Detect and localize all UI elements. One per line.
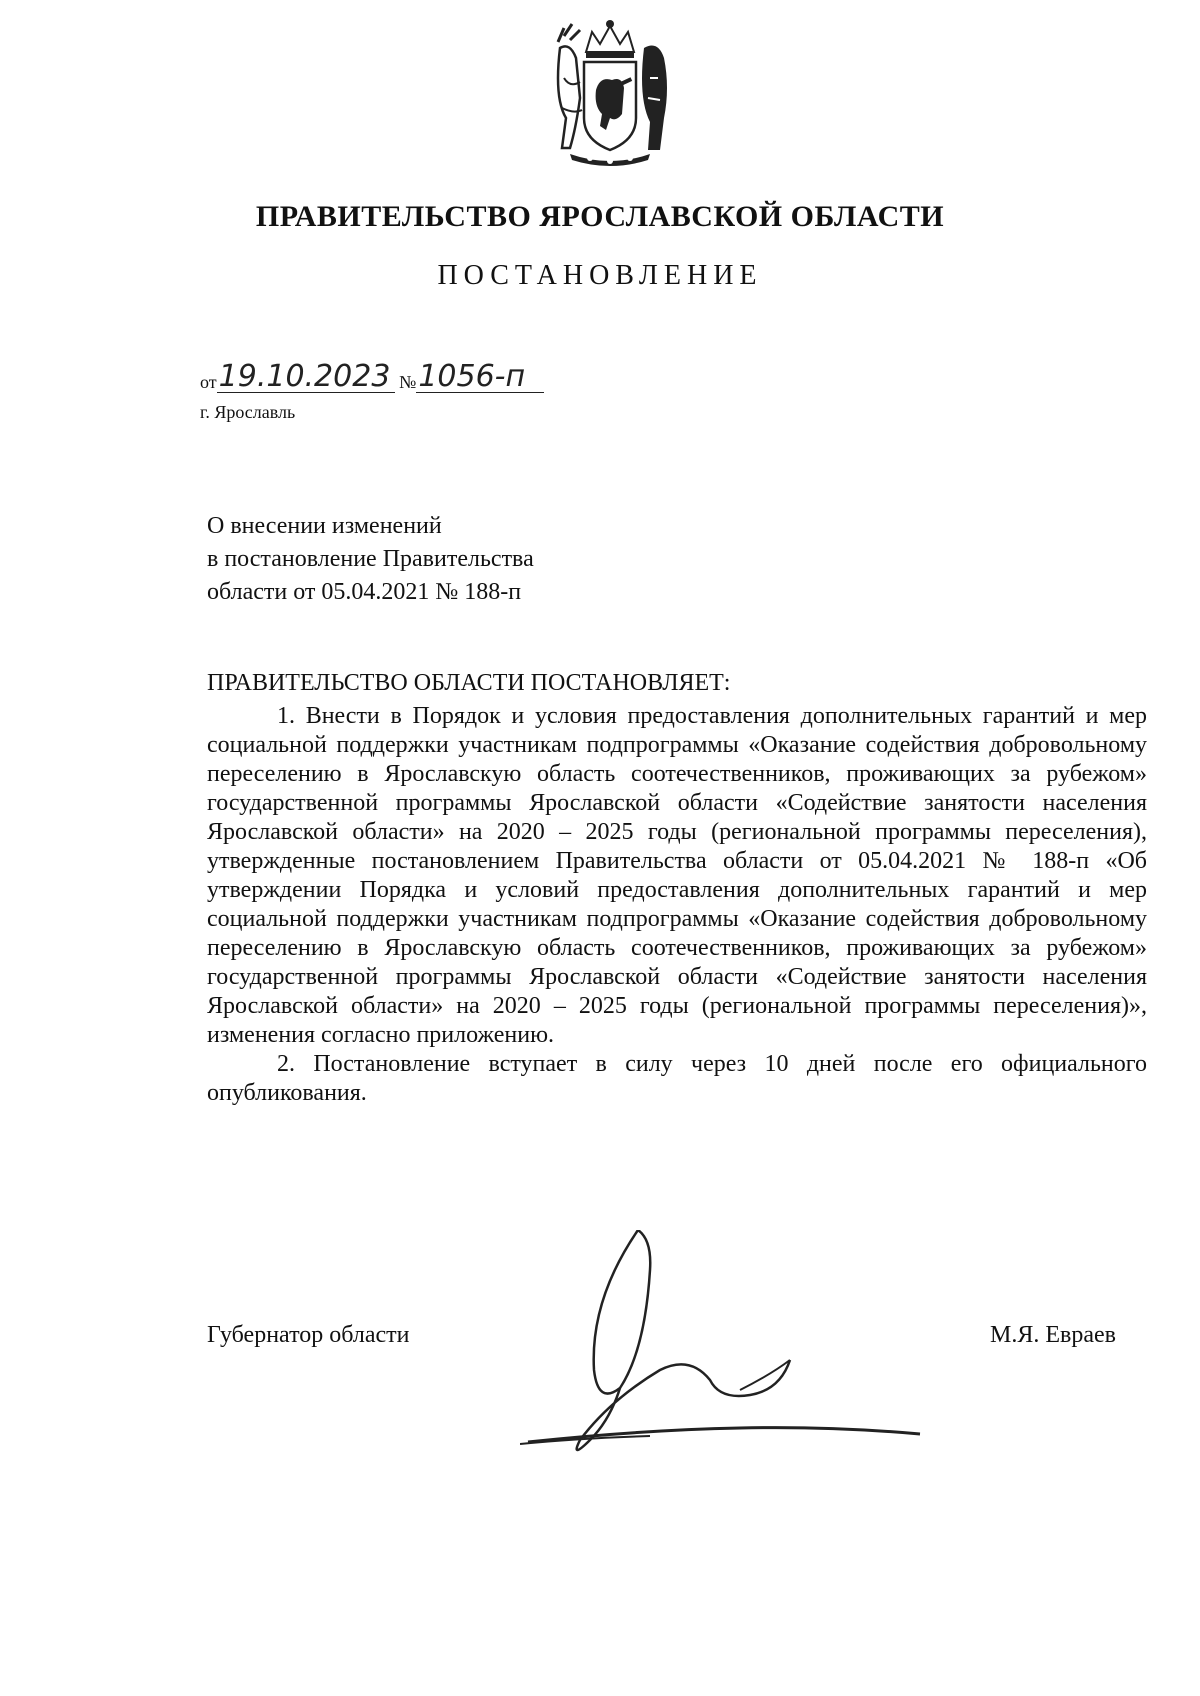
decree-subject	[207, 510, 534, 609]
government-title: ПРАВИТЕЛЬСТВО ЯРОСЛАВСКОЙ ОБЛАСТИ	[255, 200, 945, 233]
dateline	[200, 359, 544, 394]
document-type-heading: ПОСТАНОВЛЕНИЕ	[437, 260, 763, 291]
signatory-name: М.Я. Евраев	[990, 1322, 1116, 1348]
city-line: г. Ярославль	[200, 402, 296, 422]
decree-item-2: 2. Постановление вступает в силу через 10 дней после его официального опубликования.	[207, 1051, 1147, 1106]
yaroslavl-oblast-coat-of-arms-icon	[540, 18, 680, 168]
signatory-position: Губернатор области	[207, 1322, 410, 1348]
handwritten-number: 1056-п	[416, 362, 544, 393]
subject-line: О внесении изменений	[207, 513, 442, 539]
number-prefix-label: №	[399, 372, 417, 392]
handwritten-date: 19.10.2023	[217, 362, 395, 393]
decree-heading: ПРАВИТЕЛЬСТВО ОБЛАСТИ ПОСТАНОВЛЯЕТ:	[207, 670, 731, 696]
subject-line: в постановление Правительства	[207, 546, 534, 572]
decree-item-1: 1. Внести в Порядок и условия предоставления дополнительных гарантий и мер социальной поддержки участникам подпрограммы «Оказание содействия добровольному переселению в Ярославскую область соотечественников, проживающих за рубежом» государственной программы Ярославской области «Содействие занятости населения Ярославской области» на 2020 – 2025 годы (региональной программы переселения), утвержденные постановлением Правительства области от 05.04.2021 № 188-п «Об утверждении Порядка и условий предоставления дополнительных гарантий и мер социальной поддержки участникам подпрограммы «Оказание содействия добровольному переселению в Ярославскую область соотечественников, проживающих за рубежом» государственной программы Ярославской области «Содействие занятости населения Ярославской области» на 2020 – 2025 годы (региональной программы переселения)», изменения согласно приложению.	[207, 703, 1147, 1048]
date-prefix-label: от	[200, 372, 217, 392]
decree-body	[207, 702, 1147, 1108]
handwritten-signature-icon	[520, 1230, 940, 1480]
subject-line: области от 05.04.2021 № 188-п	[207, 579, 522, 605]
